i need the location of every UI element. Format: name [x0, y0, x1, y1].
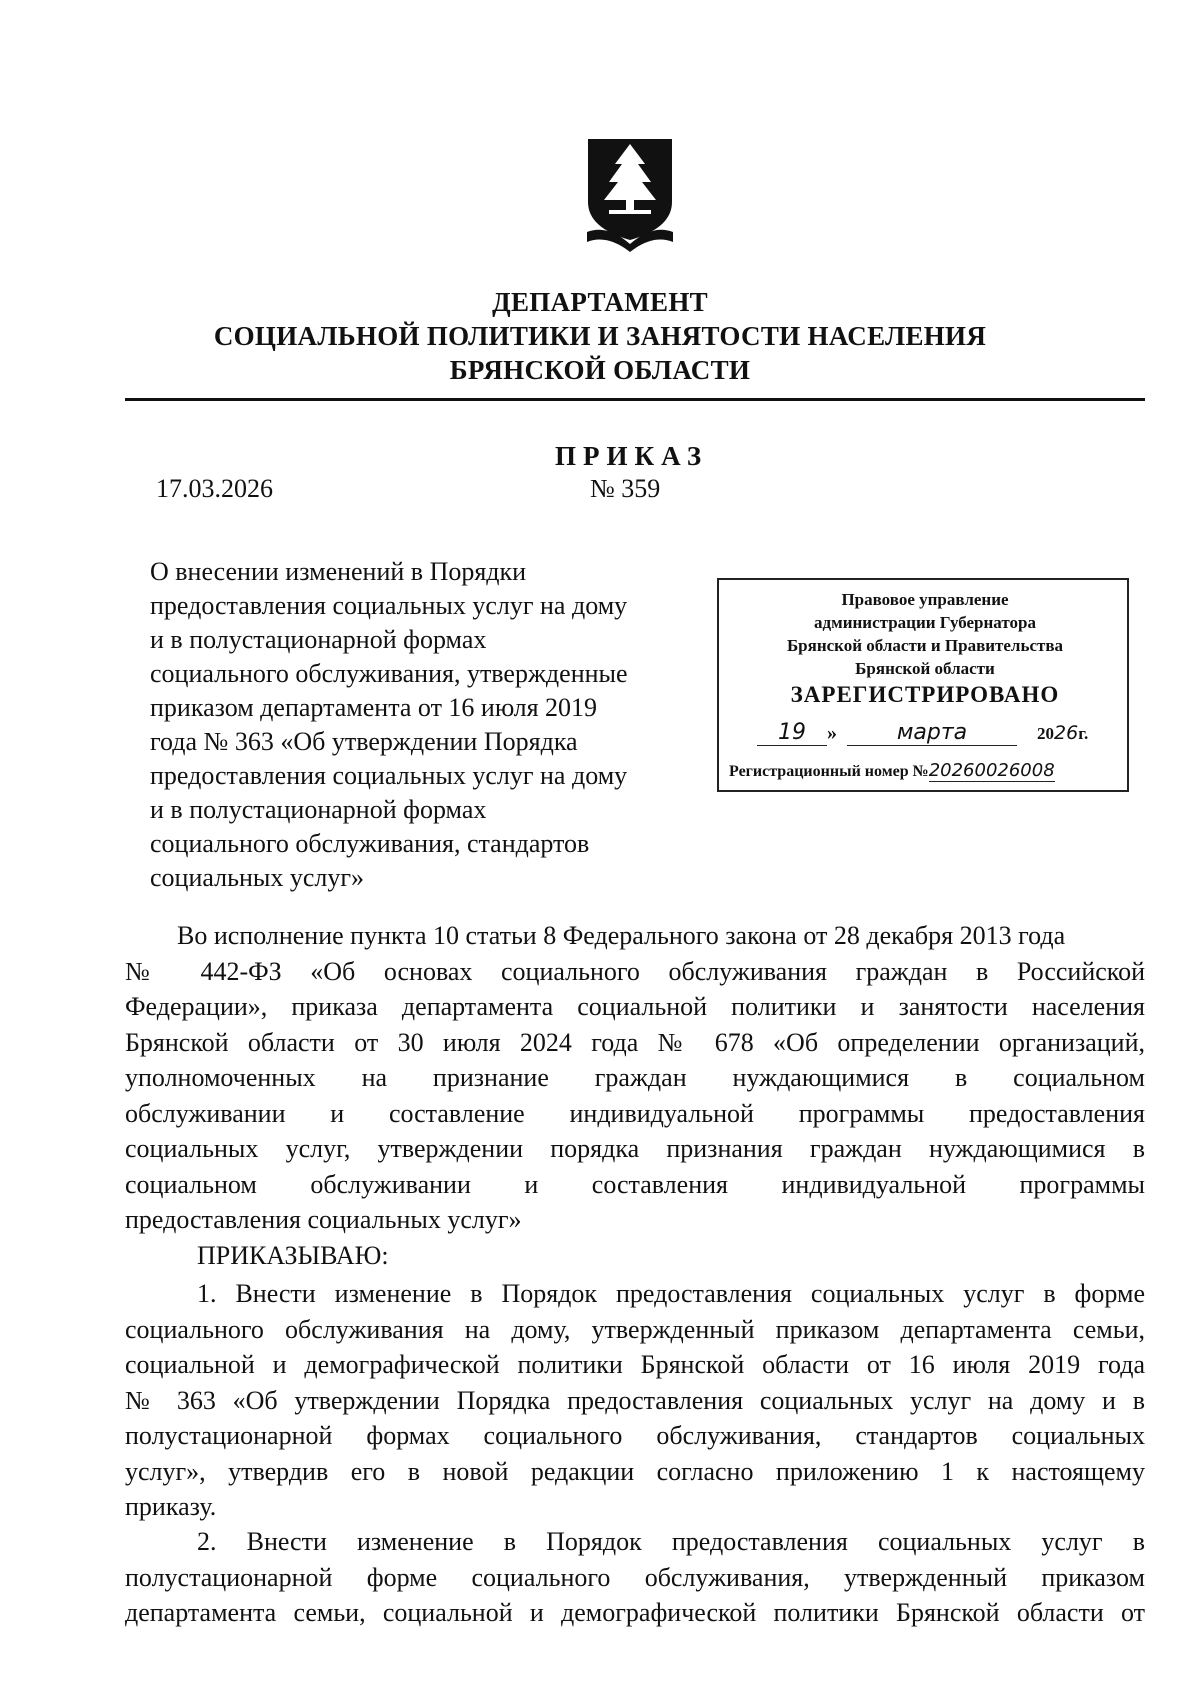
stamp-line: администрации Губернатора: [814, 613, 1036, 632]
emblem-trunk: [626, 200, 634, 210]
stamp-month: марта: [896, 720, 968, 745]
subject-line: О внесении изменений в Порядки: [150, 557, 527, 586]
preamble-line: обслуживании и составление индивидуальной программы предоставления: [125, 1098, 1145, 1128]
stamp-day: 19: [778, 720, 806, 745]
preamble-line: № 442-ФЗ «Об основах социального обслуживания граждан в Российской: [125, 956, 1145, 986]
order-command: ПРИКАЗЫВАЮ:: [197, 1240, 389, 1270]
subject-line: и в полустационарной формах: [150, 625, 487, 654]
stamp-registered: ЗАРЕГИСТРИРОВАНО: [790, 682, 1060, 707]
preamble-line: уполномоченных на признание граждан нуждающимися в социальном: [125, 1063, 1145, 1092]
subject-line: предоставления социальных услуг на дому: [150, 761, 628, 790]
preamble-line: предоставления социальных услуг»: [125, 1205, 522, 1234]
item-line: услуг», утвердив его в новой редакции согласно приложению 1 к настоящему: [125, 1456, 1145, 1486]
item-line: полустационарной форме социального обслуживания, утвержденный приказом: [125, 1562, 1145, 1592]
stamp-reg-label: Регистрационный номер №: [729, 763, 929, 780]
subject-line: предоставления социальных услуг на дому: [150, 591, 628, 620]
stamp-year: [1037, 722, 1088, 744]
subject-line: социального обслуживания, стандартов: [150, 829, 590, 858]
item-line: социального обслуживания на дому, утвержденный приказом департамента семьи,: [125, 1314, 1145, 1344]
item-line: департамента семьи, социальной и демографической политики Брянской области от: [125, 1598, 1145, 1627]
department-header-line2: СОЦИАЛЬНОЙ ПОЛИТИКИ И ЗАНЯТОСТИ НАСЕЛЕНИЯ: [213, 321, 987, 351]
item-line: 1. Внести изменение в Порядок предоставления социальных услуг в форме: [197, 1279, 1145, 1308]
stamp-month-field: [847, 720, 1017, 746]
order-subject: [150, 555, 690, 895]
stamp-line: Брянской области: [855, 659, 995, 678]
order-title: ПРИКАЗ: [555, 441, 709, 471]
emblem-base: [609, 210, 651, 214]
header-divider: [125, 398, 1145, 401]
item-line: № 363 «Об утверждении Порядка предоставления социальных услуг на дому и в: [125, 1385, 1145, 1415]
preamble-line: социальном обслуживании и составления индивидуальной программы: [125, 1169, 1145, 1199]
stamp-day-field: [757, 720, 827, 746]
stamp-year-suffix: 26: [1054, 722, 1079, 744]
stamp-reg-number-row: [729, 760, 1055, 781]
order-date: 17.03.2026: [156, 474, 273, 503]
preamble-line: Брянской области от 30 июля 2024 года № 678 «Об определении организаций,: [125, 1027, 1145, 1057]
preamble-line: Федерации», приказа департамента социальной политики и занятости населения: [125, 992, 1145, 1021]
preamble-line: Во исполнение пункта 10 статьи 8 Федерального закона от 28 декабря 2013 года: [177, 921, 1066, 950]
order-item-1: [125, 1276, 1145, 1525]
subject-line: социальных услуг»: [150, 863, 365, 892]
stamp-line: Правовое управление: [841, 590, 1009, 609]
stamp-reg-number: 20260026008: [928, 760, 1055, 781]
subject-line: социального обслуживания, утвержденные: [150, 659, 628, 688]
item-line: социальной и демографической политики Брянской области от 16 июля 2019 года: [125, 1350, 1145, 1379]
item-line: полустационарной формах социального обслуживания, стандартов социальных: [125, 1421, 1145, 1450]
subject-line: приказом департамента от 16 июля 2019: [150, 693, 598, 722]
stamp-quote: »: [827, 722, 837, 744]
subject-line: и в полустационарной формах: [150, 795, 487, 824]
order-item-2: [125, 1524, 1145, 1631]
item-line: 2. Внести изменение в Порядок предоставления социальных услуг в: [197, 1527, 1145, 1556]
registration-stamp: [717, 578, 1129, 792]
coat-of-arms-emblem: [585, 136, 675, 254]
stamp-line: Брянской области и Правительства: [786, 636, 1064, 655]
subject-line: года № 363 «Об утверждении Порядка: [150, 727, 578, 756]
preamble-paragraph: [125, 918, 1145, 1273]
order-number: № 359: [590, 474, 661, 503]
stamp-year-label: г.: [1078, 724, 1089, 743]
item-line: приказу.: [125, 1492, 217, 1521]
preamble-line: социальных услуг, утверждении порядка признания граждан нуждающимися в: [125, 1134, 1145, 1163]
department-header-line1: ДЕПАРТАМЕНТ: [492, 287, 708, 317]
stamp-year-prefix: 20: [1037, 724, 1054, 743]
department-header-line3: БРЯНСКОЙ ОБЛАСТИ: [449, 355, 751, 385]
